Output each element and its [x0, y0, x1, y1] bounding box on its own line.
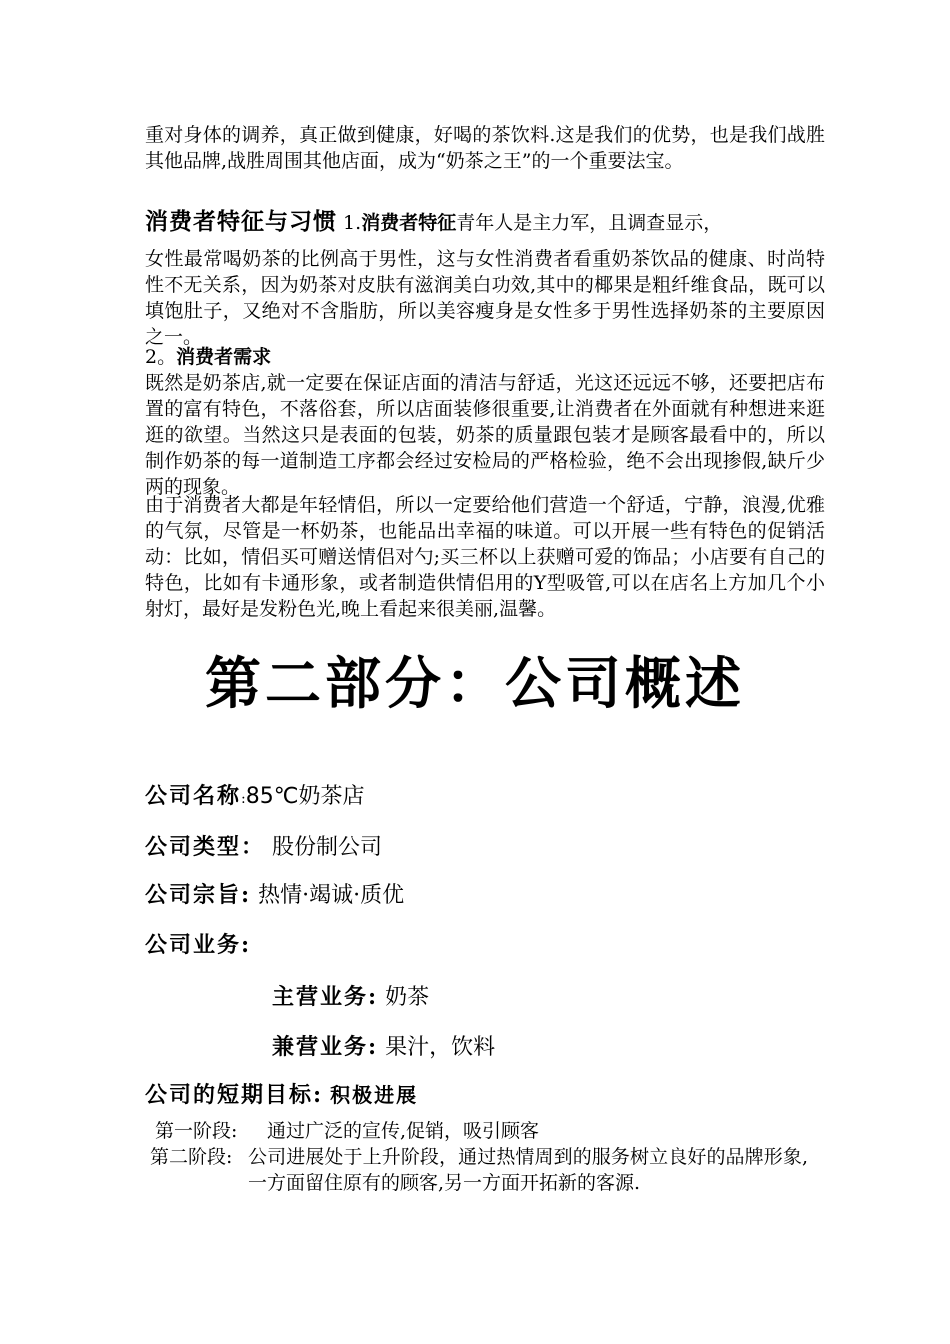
company-type-value: 股份制公司: [272, 835, 383, 860]
consumer-sub1-label: 消费者特征: [361, 212, 457, 234]
stage-2-label: 第二阶段:: [150, 1146, 233, 1168]
main-business-value: 奶茶: [385, 985, 430, 1010]
company-name-number: 85: [245, 784, 274, 809]
stage-1: [155, 1118, 815, 1144]
part2-title: 第二部分：公司概述: [205, 651, 745, 717]
consumer-sub2-label: 消费者需求: [176, 346, 272, 368]
consumer-sub2-heading: [145, 344, 825, 370]
company-type-label: 公司类型：: [145, 834, 266, 860]
company-type-row: [145, 832, 382, 863]
company-purpose-label: 公司宗旨:: [145, 882, 252, 908]
main-business-row: [272, 982, 429, 1013]
consumer-section-heading: 消费者特征与习惯: [145, 208, 337, 235]
main-business-label: 主营业务:: [272, 984, 379, 1010]
short-term-goal-value: 积极进展: [330, 1083, 419, 1107]
intro-paragraph: 重对身体的调养，真正做到健康，好喝的茶饮料.这是我们的优势，也是我们战胜其他品牌,战胜周围其他店面，成为“奶茶之王”的一个重要法宝。: [145, 124, 825, 172]
stage-1-text: 通过广泛的宣传,促销，吸引顾客: [267, 1120, 540, 1142]
company-purpose-value: 热情·竭诚·质优: [258, 883, 405, 908]
stage-1-label: 第一阶段:: [155, 1120, 238, 1142]
stage-2: [150, 1144, 810, 1224]
consumer-sub2-number: 2。: [145, 346, 177, 368]
side-business-value: 果汁，饮料: [385, 1035, 496, 1060]
company-name-value: 奶茶店: [298, 784, 365, 809]
company-name-label: 公司名称: [145, 783, 242, 809]
company-business-row: [145, 930, 251, 961]
consumer-needs-paragraph-2: 由于消费者大都是年轻情侣，所以一定要给他们营造一个舒适，宁静，浪漫,优雅的气氛，尽管是一杯奶茶，也能品出幸福的味道。可以开展一些有特色的促销活动：比如，情侣买可赠送情侣对勺;买三杯以上获赠可爱的饰品；小店要有自己的特色，比如有卡通形象，或者制造供情侣用的Y型吸管,可以在店名上方加几个小射灯，最好是发粉色光,晚上看起来很美丽,温馨。: [145, 494, 825, 620]
stage-2-text: 公司进展处于上升阶段，通过热情周到的服务树立良好的品牌形象,一方面留住原有的顾客,另一方面开拓新的客源.: [248, 1146, 808, 1194]
side-business-label: 兼营业务:: [272, 1034, 379, 1060]
company-name-row: [145, 781, 364, 814]
consumer-characteristics-paragraph: 女性最常喝奶茶的比例高于男性，这与女性消费者看重奶茶饮品的健康、时尚特性不无关系，因为奶茶对皮肤有滋润美白功效,其中的椰果是粗纤维食品，既可以填饱肚子，又绝对不含脂肪，所以美容瘦身是女性多于男性选择奶茶的主要原因之一。: [145, 248, 825, 348]
company-name-colon: :: [241, 791, 246, 807]
company-name-unit: ℃: [273, 784, 299, 809]
short-term-goal-label: 公司的短期目标:: [145, 1082, 324, 1108]
consumer-sub1-number: 1.: [343, 212, 362, 234]
consumer-text1-first: 青年人是主力军，且调查显示，: [456, 212, 723, 234]
consumer-heading-line: [145, 204, 825, 241]
side-business-row: [272, 1032, 495, 1063]
short-term-goal-row: [145, 1080, 418, 1111]
company-business-label: 公司业务:: [145, 932, 252, 958]
consumer-needs-paragraph-1: 既然是奶茶店,就一定要在保证店面的清洁与舒适，光这还远远不够，还要把店布置的富有特色，不落俗套，所以店面装修很重要,让消费者在外面就有种想进来逛逛的欲望。当然这只是表面的包装，奶茶的质量跟包装才是顾客最看中的，所以制作奶茶的每一道制造工序都会经过安检局的严格检验，绝不会出现掺假,缺斤少两的现象。: [145, 372, 825, 498]
company-purpose-row: [145, 880, 404, 911]
